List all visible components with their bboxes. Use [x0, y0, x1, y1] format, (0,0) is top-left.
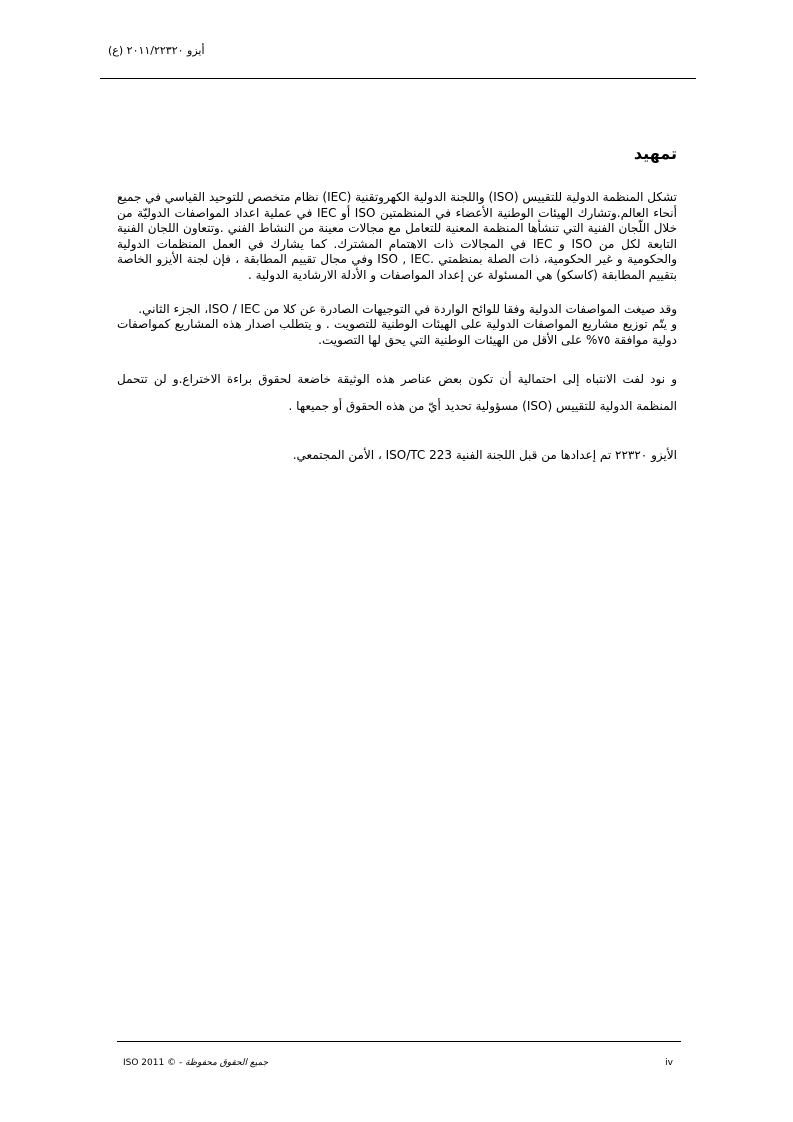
paragraph-technical-committee: الأيزو ٢٢٣٢٠ تم إعدادها من قبل اللجنة الفنية ISO/TC 223 ، الأمن المجتمعي. [292, 448, 677, 463]
page-footer [117, 1041, 681, 1076]
page-header [100, 40, 696, 79]
paragraph-voting: و يتّم توزيع مشاريع المواصفات الدولية على الهيئات الوطنية للتصويت . و يتطلب اصدار هذه المشاريع كمواصفات دولية موافقة ٧٥% على الأقل من الهيئات الوطنية التي يحق لها التصويت. [117, 317, 677, 347]
paragraph-organizations: تشكل المنظمة الدولية للتقييس (ISO) واللجنة الدولية الكهروتقنية (IEC) نظام متخصص للتوحيد القياسي في جميع أنحاء العالم.وتشارك الهيئات الوطنية الأعضاء في المنظمتين ISO أو IEC في عملية اعداد المواصفات الدوليّة من خلال اللّجان الفنية التي تنشأها المنظمة المعنية للتعامل مع مجالات معينة من النشاط الفني .وتتعاون اللجان الفنية التابعة لكل من ISO و IEC في المجالات ذات الاهتمام المشترك. كما يشارك في العمل المنظمات الدولية والحكومية و غير الحكومية، ذات الصلة بمنظمتي .ISO , IEC وفي مجال تقييم المطابقة ، فإن لجنة الأيزو الخاصة بتقييم المطابقة (كاسكو) هي المسئولة عن إعداد المواصفات و الأدلة الارشادية الدولية . [117, 190, 677, 282]
footer-rights-text: جميع الحقوق محفوظة [185, 1058, 269, 1068]
header-standard-reference: أيزو ٢٠١١/٢٢٣٢٠ (ع) [108, 44, 205, 57]
paragraph-patent-rights: و نود لفت الانتباه إلى احتمالية أن تكون بعض عناصر هذه الوثيقة خاضعة لحقوق براءة الاختراع.و لن تتحمل المنظمة الدولية للتقييس (ISO) مسؤولية تحديد أيّ من هذه الحقوق أو جميعها . [117, 372, 677, 414]
document-body [117, 140, 677, 464]
section-title: تمهيد [633, 144, 677, 163]
footer-separator: - [176, 1058, 186, 1068]
footer-copyright-text: © ISO 2011 [123, 1058, 177, 1068]
footer-copyright [123, 1058, 268, 1068]
page-number: iv [665, 1058, 673, 1068]
paragraph-directives: وقد صيغت المواصفات الدولية وفقا للوائح الواردة في التوجيهات الصادرة عن كلا من ISO / IEC، الجزء الثاني. [138, 301, 677, 316]
